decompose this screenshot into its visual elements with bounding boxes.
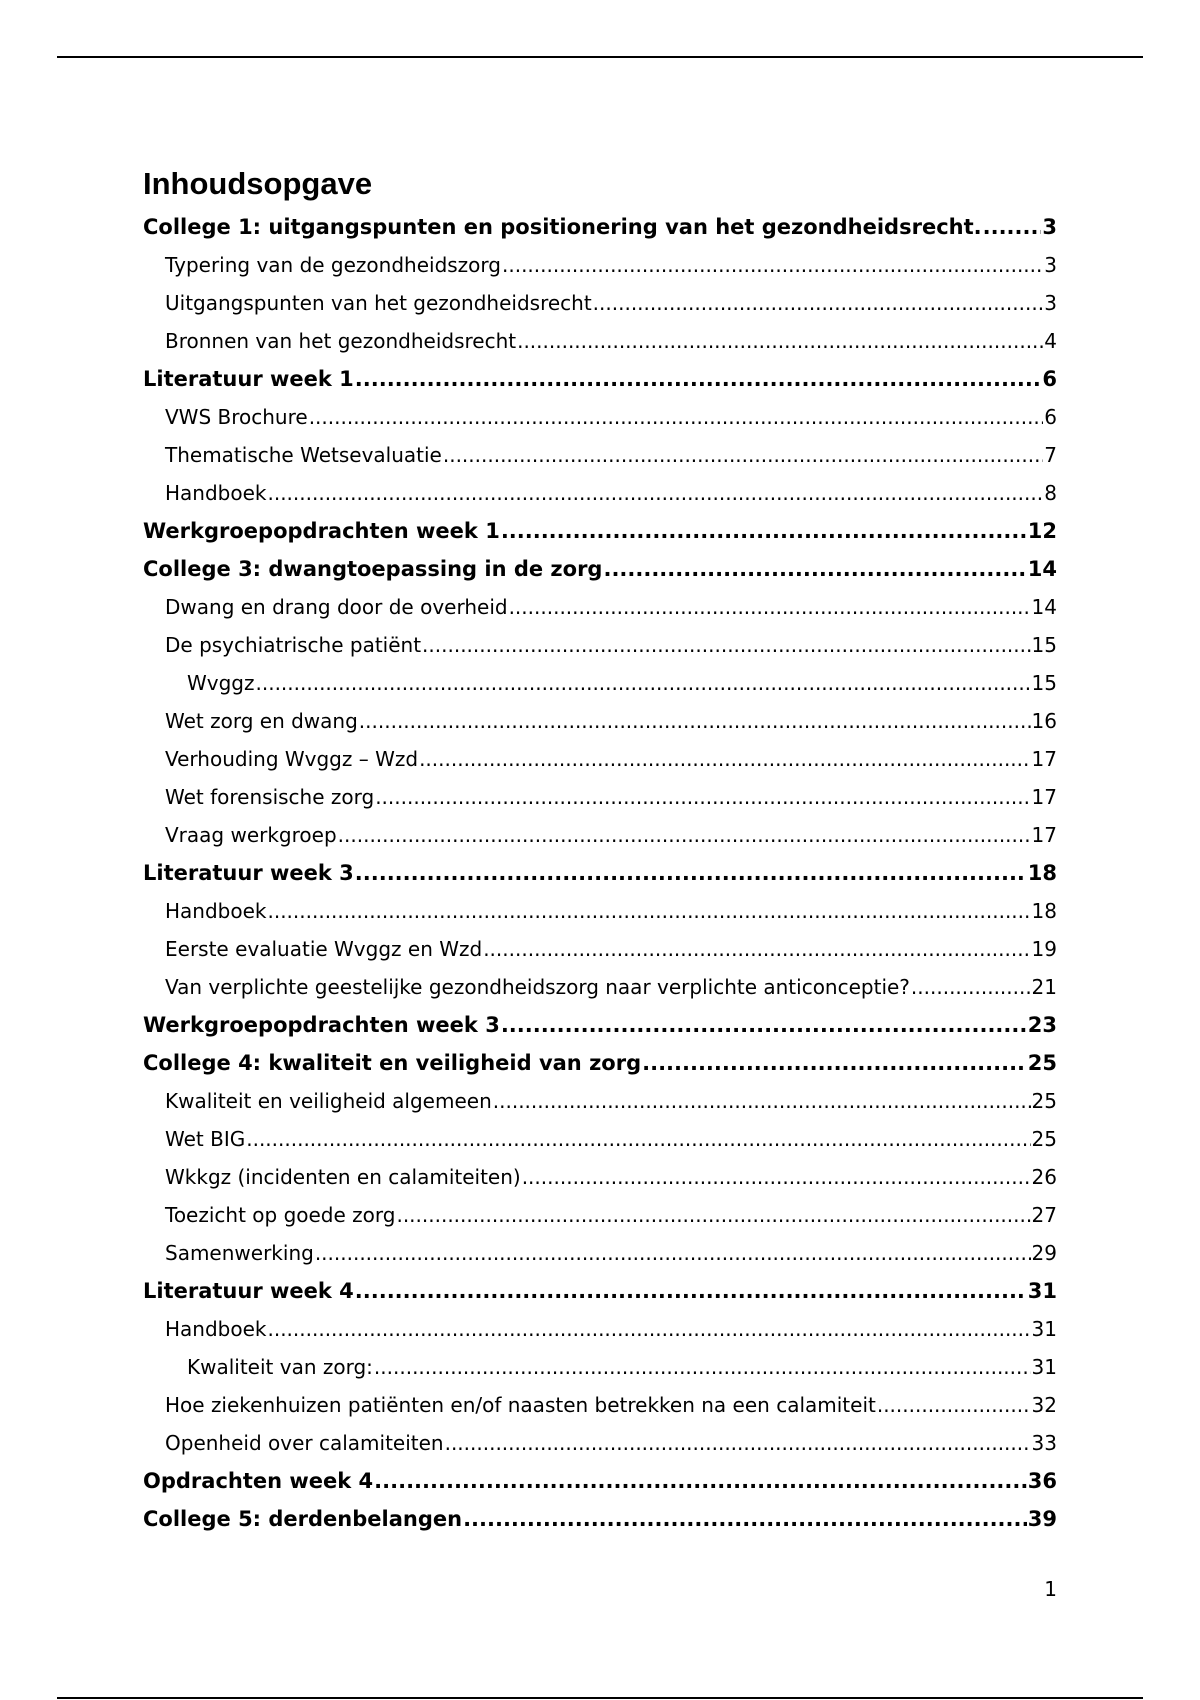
toc-entry-label: Werkgroepopdrachten week 1 <box>143 519 500 543</box>
toc-entry-page: 31 <box>1031 1355 1057 1379</box>
toc-entry-label: College 3: dwangtoepassing in de zorg <box>143 557 603 581</box>
toc-entry-label: Wkkgz (incidenten en calamiteiten) <box>165 1165 521 1189</box>
toc-entry-label: Uitgangspunten van het gezondheidsrecht <box>165 291 592 315</box>
toc-entry[interactable] <box>143 284 1057 322</box>
toc-dot-leader <box>593 284 1044 322</box>
toc-entry-page: 39 <box>1027 1507 1057 1531</box>
toc-entry-label: College 1: uitgangspunten en positionering van het gezondheidsrecht. <box>143 215 982 239</box>
toc-entry-label: College 4: kwaliteit en veiligheid van zorg <box>143 1051 642 1075</box>
toc-entry-label: Literatuur week 4 <box>143 1279 354 1303</box>
toc-dot-leader <box>522 1158 1031 1196</box>
toc-entry-label: Hoe ziekenhuizen patiënten en/of naasten betrekken na een calamiteit <box>165 1393 876 1417</box>
toc-entry[interactable] <box>143 778 1057 816</box>
toc-entry-page: 16 <box>1031 709 1057 733</box>
toc-entry[interactable] <box>143 588 1057 626</box>
toc-dot-leader <box>309 398 1044 436</box>
toc-entry[interactable] <box>143 1234 1057 1272</box>
toc-entry-label: Vraag werkgroep <box>165 823 337 847</box>
toc-entry[interactable] <box>143 474 1057 512</box>
toc-entry-page: 29 <box>1031 1241 1057 1265</box>
toc-entry-page: 32 <box>1031 1393 1057 1417</box>
toc-dot-leader <box>877 1386 1031 1424</box>
toc-entry[interactable] <box>143 930 1057 968</box>
toc-entry-label: Toezicht op goede zorg <box>165 1203 396 1227</box>
toc-entry-label: Samenwerking <box>165 1241 314 1265</box>
toc-entry-page: 3 <box>1042 215 1057 239</box>
toc-entry-label: Kwaliteit van zorg: <box>187 1355 373 1379</box>
toc-entry-page: 3 <box>1044 291 1057 315</box>
toc-dot-leader <box>256 664 1031 702</box>
toc-entry-page: 4 <box>1044 329 1057 353</box>
toc-entry[interactable] <box>143 892 1057 930</box>
toc-dot-leader <box>315 1234 1031 1272</box>
toc-entry-page: 12 <box>1027 519 1057 543</box>
toc-entry-label: Kwaliteit en veiligheid algemeen <box>165 1089 492 1113</box>
toc-entry-page: 14 <box>1027 557 1057 581</box>
toc-entry-page: 6 <box>1042 367 1057 391</box>
toc-entry[interactable] <box>143 246 1057 284</box>
toc-dot-leader <box>463 1500 1027 1538</box>
toc-entry-page: 6 <box>1044 405 1057 429</box>
toc-entry-page: 15 <box>1031 671 1057 695</box>
toc-dot-leader <box>642 1044 1027 1082</box>
toc-entry-page: 26 <box>1031 1165 1057 1189</box>
toc-entry[interactable] <box>143 1348 1057 1386</box>
toc-entry-label: Handboek <box>165 1317 267 1341</box>
toc-entry[interactable] <box>143 208 1057 246</box>
toc-dot-leader <box>483 930 1030 968</box>
toc-dot-leader <box>246 1120 1030 1158</box>
toc-entry-label: Handboek <box>165 481 267 505</box>
toc-dot-leader <box>443 436 1043 474</box>
toc-entry-label: Wvggz <box>187 671 255 695</box>
toc-entry-page: 7 <box>1044 443 1057 467</box>
toc-dot-leader <box>374 1348 1031 1386</box>
toc-entry[interactable] <box>143 1310 1057 1348</box>
toc-page <box>143 160 1057 1538</box>
toc-dot-leader <box>502 246 1043 284</box>
toc-list <box>143 208 1057 1538</box>
toc-entry-page: 21 <box>1031 975 1057 999</box>
toc-dot-leader <box>501 512 1027 550</box>
toc-entry-page: 23 <box>1027 1013 1057 1037</box>
toc-entry-page: 17 <box>1031 823 1057 847</box>
toc-entry-page: 36 <box>1027 1469 1057 1493</box>
toc-dot-leader <box>355 360 1042 398</box>
toc-entry-label: Van verplichte geestelijke gezondheidszorg naar verplichte anticonceptie? <box>165 975 910 999</box>
toc-entry[interactable] <box>143 1082 1057 1120</box>
toc-dot-leader <box>419 740 1030 778</box>
toc-entry-page: 33 <box>1031 1431 1057 1455</box>
toc-entry-page: 17 <box>1031 785 1057 809</box>
toc-dot-leader <box>603 550 1026 588</box>
toc-title: Inhoudsopgave <box>143 166 373 201</box>
page-number: 1 <box>1044 1577 1057 1601</box>
toc-entry-page: 25 <box>1031 1127 1057 1151</box>
toc-entry-label: Dwang en drang door de overheid <box>165 595 508 619</box>
toc-dot-leader <box>267 474 1043 512</box>
toc-dot-leader <box>375 778 1030 816</box>
toc-entry-label: Wet zorg en dwang <box>165 709 358 733</box>
toc-entry-label: Opdrachten week 4 <box>143 1469 374 1493</box>
toc-dot-leader <box>267 1310 1030 1348</box>
toc-entry[interactable] <box>143 1158 1057 1196</box>
toc-entry-label: Handboek <box>165 899 267 923</box>
toc-dot-leader <box>493 1082 1031 1120</box>
toc-entry-page: 8 <box>1044 481 1057 505</box>
toc-dot-leader <box>501 1006 1027 1044</box>
toc-entry-page: 3 <box>1044 253 1057 277</box>
toc-entry[interactable] <box>143 1272 1057 1310</box>
toc-entry[interactable] <box>143 816 1057 854</box>
toc-entry-label: Bronnen van het gezondheidsrecht <box>165 329 517 353</box>
toc-entry-label: Literatuur week 1 <box>143 367 354 391</box>
toc-entry[interactable] <box>143 1120 1057 1158</box>
toc-entry[interactable] <box>143 512 1057 550</box>
toc-entry-label: VWS Brochure <box>165 405 308 429</box>
toc-entry[interactable] <box>143 968 1057 1006</box>
toc-dot-leader <box>359 702 1031 740</box>
toc-entry-label: Literatuur week 3 <box>143 861 354 885</box>
toc-entry[interactable] <box>143 322 1057 360</box>
toc-entry-label: Eerste evaluatie Wvggz en Wzd <box>165 937 483 961</box>
toc-entry-label: Wet BIG <box>165 1127 246 1151</box>
toc-dot-leader <box>267 892 1030 930</box>
toc-entry-label: Thematische Wetsevaluatie <box>165 443 442 467</box>
toc-entry-page: 14 <box>1031 595 1057 619</box>
toc-dot-leader <box>911 968 1031 1006</box>
toc-dot-leader <box>517 322 1043 360</box>
toc-entry-page: 19 <box>1031 937 1057 961</box>
toc-entry[interactable] <box>143 626 1057 664</box>
toc-entry-label: Verhouding Wvggz – Wzd <box>165 747 419 771</box>
toc-entry[interactable] <box>143 664 1057 702</box>
toc-entry-label: College 5: derdenbelangen <box>143 1507 463 1531</box>
toc-entry[interactable] <box>143 1462 1057 1500</box>
toc-dot-leader <box>422 626 1031 664</box>
toc-entry[interactable] <box>143 398 1057 436</box>
toc-dot-leader <box>338 816 1031 854</box>
toc-entry[interactable] <box>143 436 1057 474</box>
toc-entry-page: 25 <box>1027 1051 1057 1075</box>
toc-dot-leader <box>355 854 1027 892</box>
footer-rule <box>57 1697 1143 1699</box>
toc-entry[interactable] <box>143 1006 1057 1044</box>
toc-entry[interactable] <box>143 360 1057 398</box>
toc-entry-page: 31 <box>1031 1317 1057 1341</box>
toc-entry[interactable] <box>143 1044 1057 1082</box>
toc-entry-page: 27 <box>1031 1203 1057 1227</box>
toc-dot-leader <box>445 1424 1031 1462</box>
toc-entry-page: 18 <box>1031 899 1057 923</box>
toc-entry[interactable] <box>143 1424 1057 1462</box>
toc-entry-page: 31 <box>1027 1279 1057 1303</box>
toc-dot-leader <box>396 1196 1030 1234</box>
toc-dot-leader <box>374 1462 1027 1500</box>
toc-entry[interactable] <box>143 1196 1057 1234</box>
toc-entry[interactable] <box>143 550 1057 588</box>
toc-entry[interactable] <box>143 1500 1057 1538</box>
header-rule <box>57 56 1143 58</box>
toc-dot-leader <box>355 1272 1027 1310</box>
toc-entry-page: 15 <box>1031 633 1057 657</box>
toc-entry[interactable] <box>143 854 1057 892</box>
toc-entry-label: Typering van de gezondheidszorg <box>165 253 501 277</box>
toc-dot-leader <box>509 588 1031 626</box>
toc-entry[interactable] <box>143 740 1057 778</box>
toc-entry-label: Werkgroepopdrachten week 3 <box>143 1013 500 1037</box>
toc-entry-label: De psychiatrische patiënt <box>165 633 422 657</box>
toc-entry-page: 17 <box>1031 747 1057 771</box>
toc-entry-label: Wet forensische zorg <box>165 785 375 809</box>
toc-entry[interactable] <box>143 702 1057 740</box>
toc-dot-leader <box>983 208 1042 246</box>
toc-entry-page: 25 <box>1031 1089 1057 1113</box>
toc-entry-label: Openheid over calamiteiten <box>165 1431 444 1455</box>
toc-entry-page: 18 <box>1027 861 1057 885</box>
toc-entry[interactable] <box>143 1386 1057 1424</box>
